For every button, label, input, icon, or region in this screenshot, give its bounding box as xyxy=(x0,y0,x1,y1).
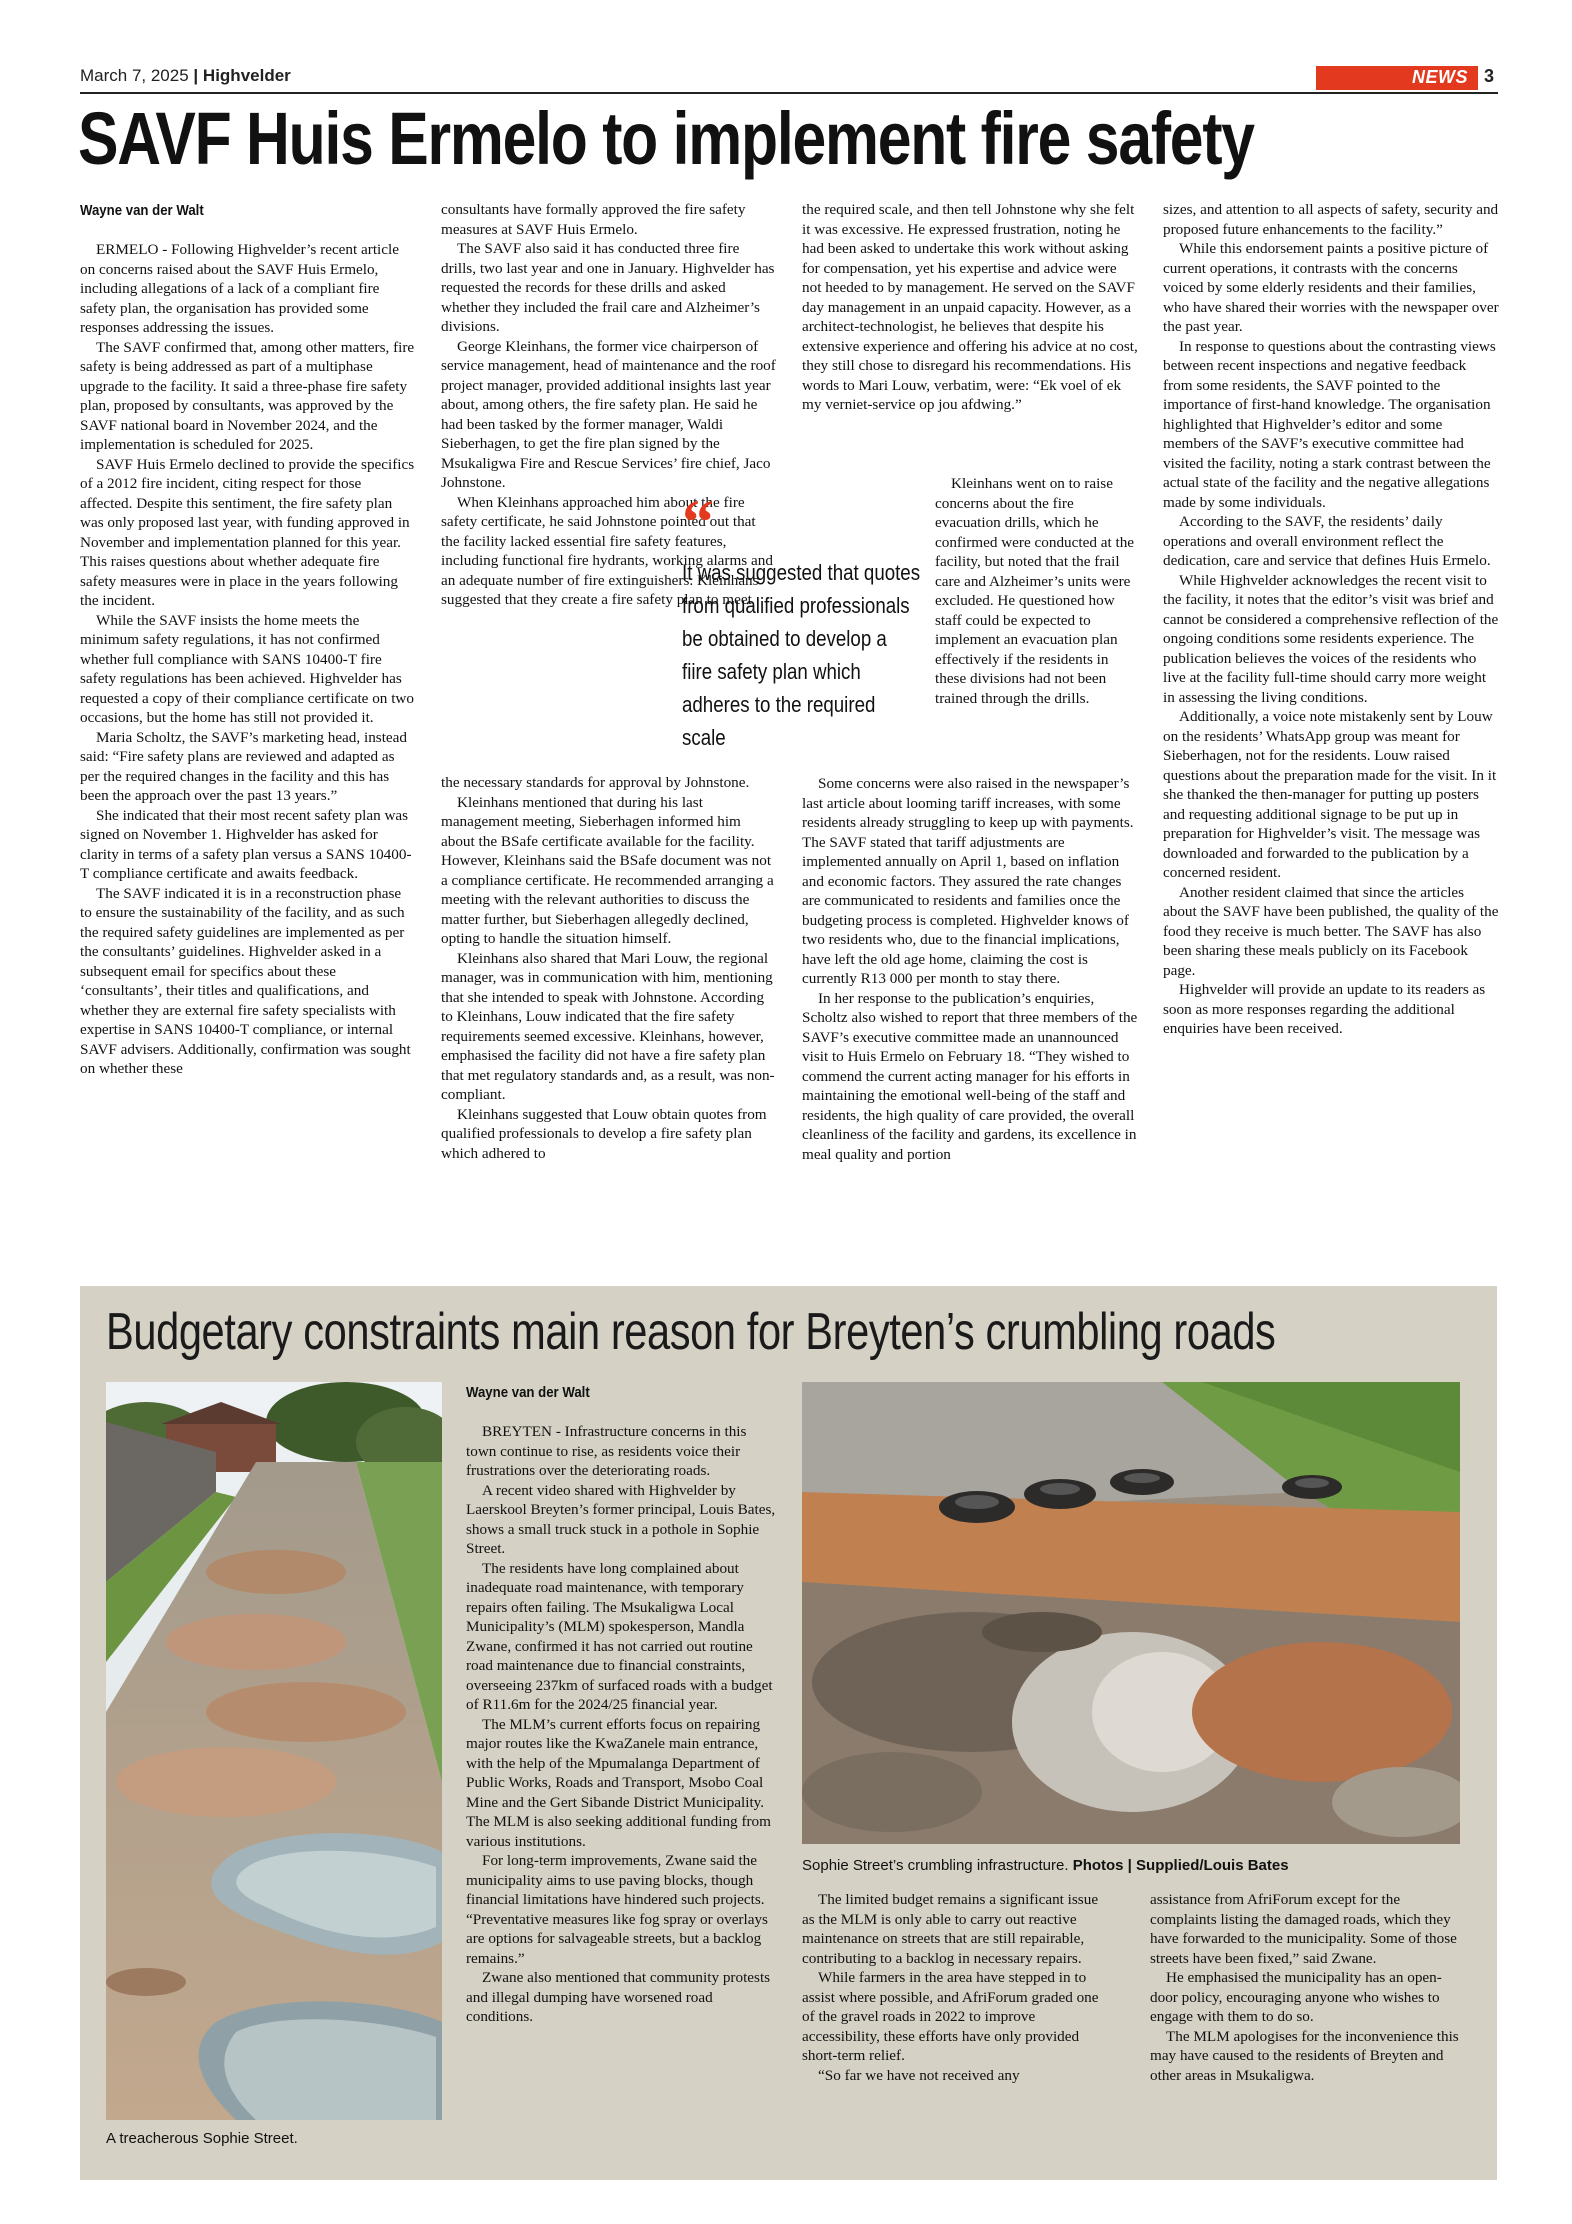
paragraph: Kleinhans went on to raise concerns about the fire evacuation drills, which he confirmed were conducted at the facility, but noted that the frail care and Alzheimer’s units were excluded. He questioned how staff could be expected to implement an evacuation plan effectively if the residents in these divisions had not been trained through the drills. xyxy=(935,475,1135,707)
paragraph: Zwane also mentioned that community protests and illegal dumping have worsened road conditions. xyxy=(466,1969,771,2025)
article1-headline: SAVF Huis Ermelo to implement fire safety xyxy=(78,97,1254,180)
paper-name: Highvelder xyxy=(202,66,291,85)
article2-headline: Budgetary constraints main reason for Breyten’s crumbling roads xyxy=(106,1303,1276,1361)
article1-column-3-top xyxy=(802,200,1138,415)
header-rule xyxy=(80,92,1498,94)
paragraph: Kleinhans also shared that Mari Louw, the regional manager, was in communication with him, mentioning that she intended to speak with Johnstone. According to Kleinhans, Louw indicated that the fire safety requirements seemed excessive. Kleinhans, however, emphasised the facility did not have a fire safety plan that met regulatory standards and, as a result, was non-compliant. xyxy=(441,949,775,1103)
article1-column-2-bottom xyxy=(441,773,777,1163)
paragraph: SAVF Huis Ermelo declined to provide the specifics of a 2012 fire incident, citing respect for those affected. Despite this sentiment, the fire safety plan was only proposed last year, with funding approved in November and implementation planned for this year. This raises questions about whether adequate fire safety measures were in place in the years following the incident. xyxy=(80,455,415,609)
paragraph: She indicated that their most recent safety plan was signed on November 1. Highvelder has asked for clarity in terms of a safety plan versus a SANS 10400-T compliance certificate and awaits feedback. xyxy=(80,806,412,882)
article2-column-1 xyxy=(466,1422,778,2027)
pothole-street-illustration xyxy=(106,1382,442,2120)
crumbling-road-illustration xyxy=(802,1382,1460,1844)
article2-column-3 xyxy=(1150,1890,1462,2085)
issue-date: March 7, 2025 xyxy=(80,66,189,85)
paragraph: George Kleinhans, the former vice chairperson of service management, head of maintenance and the roof project manager, provided additional insights last year about, among others, the fire safety plan. He said he had been tasked by the former manager, Waldi Sieberhagen, to get the fire plan signed by the Msukaligwa Fire and Rescue Services’ fire chief, Jaco Johnstone. xyxy=(441,337,776,491)
paragraph: For long-term improvements, Zwane said the municipality aims to use paving blocks, though financial limitations have hindered such projects. “Preventative measures like fog spray or overlays are options for salvageable streets, but a backlog remains.” xyxy=(466,1852,768,1967)
paragraph: consultants have formally approved the fire safety measures at SAVF Huis Ermelo. xyxy=(441,201,746,238)
article1-column-1 xyxy=(80,240,416,1079)
paragraph: While this endorsement paints a positive picture of current operations, it contrasts with the concerns voiced by some elderly residents and their families, who have shared their worries with the newspaper over the past year. xyxy=(1163,240,1499,335)
paragraph: assistance from AfriForum except for the complaints listing the damaged roads, which they have forwarded to the municipality. Some of those streets have been fixed,” said Zwane. xyxy=(1150,1891,1457,1967)
paragraph: the necessary standards for approval by Johnstone. xyxy=(441,774,750,791)
page-number: 3 xyxy=(1484,66,1495,86)
paragraph: The SAVF indicated it is in a reconstruction phase to ensure the sustainability of the facility, and as such the required safety guidelines are implemented as per the consultants’ guidelines. Highvelder asked in a subsequent email for specifics about these ‘consultants’, their titles and qualifications, and whether they are external fire safety specialists with expertise in SANS 10400-T compliance, or internal SAVF advisers. Additionally, confirmation was sought on whether these xyxy=(80,884,411,1077)
paragraph: The SAVF also said it has conducted three fire drills, two last year and one in January. Highvelder has requested the records for these drills and asked whether they included the frail care and Alzheimer’s divisions. xyxy=(441,240,775,335)
issue-date-line xyxy=(80,66,291,86)
paragraph: While farmers in the area have stepped in to assist where possible, and AfriForum graded one of the gravel roads in 2022 to improve accessibility, these efforts have only provided short-term relief. xyxy=(802,1969,1099,2064)
paragraph: “So far we have not received any xyxy=(818,2066,1020,2084)
pull-quote: It was suggested that quotes from qualified professionals be obtained to develop a fiire safety plan which adheres to the required scale xyxy=(682,560,921,750)
paragraph: Kleinhans mentioned that during his last management meeting, Sieberhagen informed him about the BSafe certificate available for the facility. However, Kleinhans said the BSafe document was not a compliance certificate. He recommended arranging a meeting with the relevant authorities to discuss the matter further, but Sieberhagen allegedly declined, opting to handle the situation himself. xyxy=(441,793,774,947)
paragraph: Maria Scholtz, the SAVF’s marketing head, instead said: “Fire safety plans are reviewed and adapted as per the required changes in the facility and this has been the approach over the past 13 years.” xyxy=(80,728,408,804)
paragraph: Additionally, a voice note mistakenly sent by Louw on the residents’ WhatsApp group was meant for Sieberhagen, not for the residents. Louw raised questions about the preparation made for the visit. In it she thanked the then-manager for putting up posters and requesting additional signage to be put up in preparation for Highvelder’s visit. The message was downloaded and forwarded to the publication by a concerned resident. xyxy=(1163,708,1497,881)
paragraph: Another resident claimed that since the articles about the SAVF have been published, the quality of the food they receive is much better. The SAVF has also been sharing these meals publicly on its Facebook page. xyxy=(1163,883,1499,979)
article1-column-4 xyxy=(1163,200,1499,1039)
article2-column-2 xyxy=(802,1890,1114,2085)
paragraph: BREYTEN - Infrastructure concerns in this town continue to rise, as residents voice their frustrations over the deteriorating roads. xyxy=(466,1423,747,1479)
article1-byline: Wayne van der Walt xyxy=(80,202,204,219)
paragraph: ERMELO - Following Highvelder’s recent article on concerns raised about the SAVF Huis Ermelo, including allegations of a lack of a compliant fire safety plan, the organisation has provided some responses addressing the issues. xyxy=(80,241,399,336)
paragraph: The SAVF confirmed that, among other matters, fire safety is being addressed as part of a multiphase upgrade to the facility. It said a three-phase fire safety plan, proposed by consultants, was approved by the SAVF national board in November 2024, and the implementation is scheduled for 2025. xyxy=(80,338,415,453)
paragraph: In response to questions about the contrasting views between recent inspections and negative feedback from some residents, the SAVF pointed to the importance of first-hand knowledge. The organisation highlighted that Highvelder’s editor and some members of the SAVF’s executive committee had visited the facility, noting a stark contrast between the actual state of the facility and the negative allegations made by some individuals. xyxy=(1163,337,1496,511)
paragraph: The residents have long complained about inadequate road maintenance, with temporary repairs often failing. The Msukaligwa Local Municipality’s (MLM) spokesperson, Mandla Zwane, confirmed it has not carried out routine road maintenance due to financial constraints, overseeing 237km of surfaced roads with a budget of R11.6m for the 2024/25 financial year. xyxy=(466,1559,773,1713)
separator: | xyxy=(193,66,199,85)
section-tab xyxy=(1316,66,1478,90)
article1-column-2-top xyxy=(441,200,777,610)
paragraph: The MLM’s current efforts focus on repairing major routes like the KwaZanele main entrance, with the help of the Mpumalanga Department of Public Works, Roads and Transport, Msobo Coal Mine and the Gert Sibande District Municipality. The MLM is also seeking additional funding from various institutions. xyxy=(466,1715,771,1850)
paragraph: The limited budget remains a significant issue as the MLM is only able to carry out reactive maintenance on streets that are still repairable, contributing to a backlog in necessary repairs. xyxy=(802,1891,1099,1967)
pothole-street-photo xyxy=(106,1382,442,2120)
quote-mark-icon: “ xyxy=(682,486,714,557)
photo1-caption: A treacherous Sophie Street. xyxy=(106,2130,298,2147)
paragraph: The MLM apologises for the inconvenience this may have caused to the residents of Breyten and other areas in Msukaligwa. xyxy=(1150,2027,1459,2084)
paragraph: While the SAVF insists the home meets the minimum safety regulations, it has not confirmed whether full compliance with SANS 10400-T fire safety regulations has been achieved. Highvelder has requested a copy of their compliance certificate on two occasions, but the home has still not provided it. xyxy=(80,611,414,726)
paragraph: According to the SAVF, the residents’ daily operations and overall environment reflect the dedication, care and service that defines Huis Ermelo. xyxy=(1163,513,1491,569)
paragraph: the required scale, and then tell Johnstone why she felt it was excessive. He expressed frustration, noting he had been asked to undertake this work without asking for compensation, yet his expertise and advice were not heeded to by management. He served on the SAVF day management in an unpaid capacity. However, as a architect-technologist, he believes that despite his extensive experience and offering his advice at no cost, they still chose to disregard his recommendations. His words to Mari Louw, verbatim, were: “Ek voel of ek my verniet-service op jou afdwing.” xyxy=(802,201,1138,413)
crumbling-road-photo xyxy=(802,1382,1460,1844)
article2-byline: Wayne van der Walt xyxy=(466,1384,590,1401)
paragraph: Kleinhans suggested that Louw obtain quotes from qualified professionals to develop a fire safety plan which adhered to xyxy=(441,1105,767,1162)
paragraph: He emphasised the municipality has an open-door policy, encouraging anyone who wishes to engage with them to do so. xyxy=(1150,1969,1442,2025)
photo2-caption xyxy=(802,1857,1289,1874)
paragraph: While Highvelder acknowledges the recent visit to the facility, it notes that the editor’s visit was brief and cannot be considered a comprehensive reflection of the ongoing conditions some residents experience. The publication believes the voices of the residents who live at the facility full-time should carry more weight in assessing the living conditions. xyxy=(1163,571,1499,706)
paragraph: In her response to the publication’s enquiries, Scholtz also wished to report that three members of the SAVF’s executive committee made an unannounced visit to Huis Ermelo on February 18. “They wished to commend the current acting manager for his efforts in maintaining the emotional well-being of the staff and residents, the high quality of care provided, the overall cleanliness of the facility and gardens, its excellence in meal quality and portion xyxy=(802,989,1138,1163)
article1-column-3-bottom xyxy=(802,774,1138,1164)
paragraph: A recent video shared with Highvelder by Laerskool Breyten’s former principal, Louis Bates, shows a small truck stuck in a pothole in Sophie Street. xyxy=(466,1481,776,1557)
photo2-caption-text: Sophie Street’s crumbling infrastructure. xyxy=(802,1857,1069,1874)
paragraph: Highvelder will provide an update to its readers as soon as more responses regarding the additional enquiries have been received. xyxy=(1163,981,1486,1037)
paragraph: When Kleinhans approached him about the fire safety certificate, he said Johnstone pointed out that the facility lacked essential fire safety features, including functional fire hydrants, working alarms and an adequate number of fire extinguishers. Kleinhans suggested that they create a fire safety plan to meet xyxy=(441,493,773,608)
photo2-credit: Photos | Supplied/Louis Bates xyxy=(1072,1857,1289,1874)
section-label: NEWS xyxy=(1412,67,1468,87)
paragraph: sizes, and attention to all aspects of safety, security and proposed future enhancements to the facility.” xyxy=(1163,201,1499,238)
article1-column-3-mid xyxy=(935,474,1138,708)
paragraph: Some concerns were also raised in the newspaper’s last article about looming tariff increases, with some residents already struggling to keep up with payments. The SAVF stated that tariff adjustments are implemented annually on April 1, based on inflation and economic factors. They assured the rate changes are communicated to residents and families once the budgeting process is completed. Highvelder knows of two residents who, due to the financial implications, have left the old age home, claiming the cost is currently R13 000 per month to stay there. xyxy=(802,775,1134,987)
